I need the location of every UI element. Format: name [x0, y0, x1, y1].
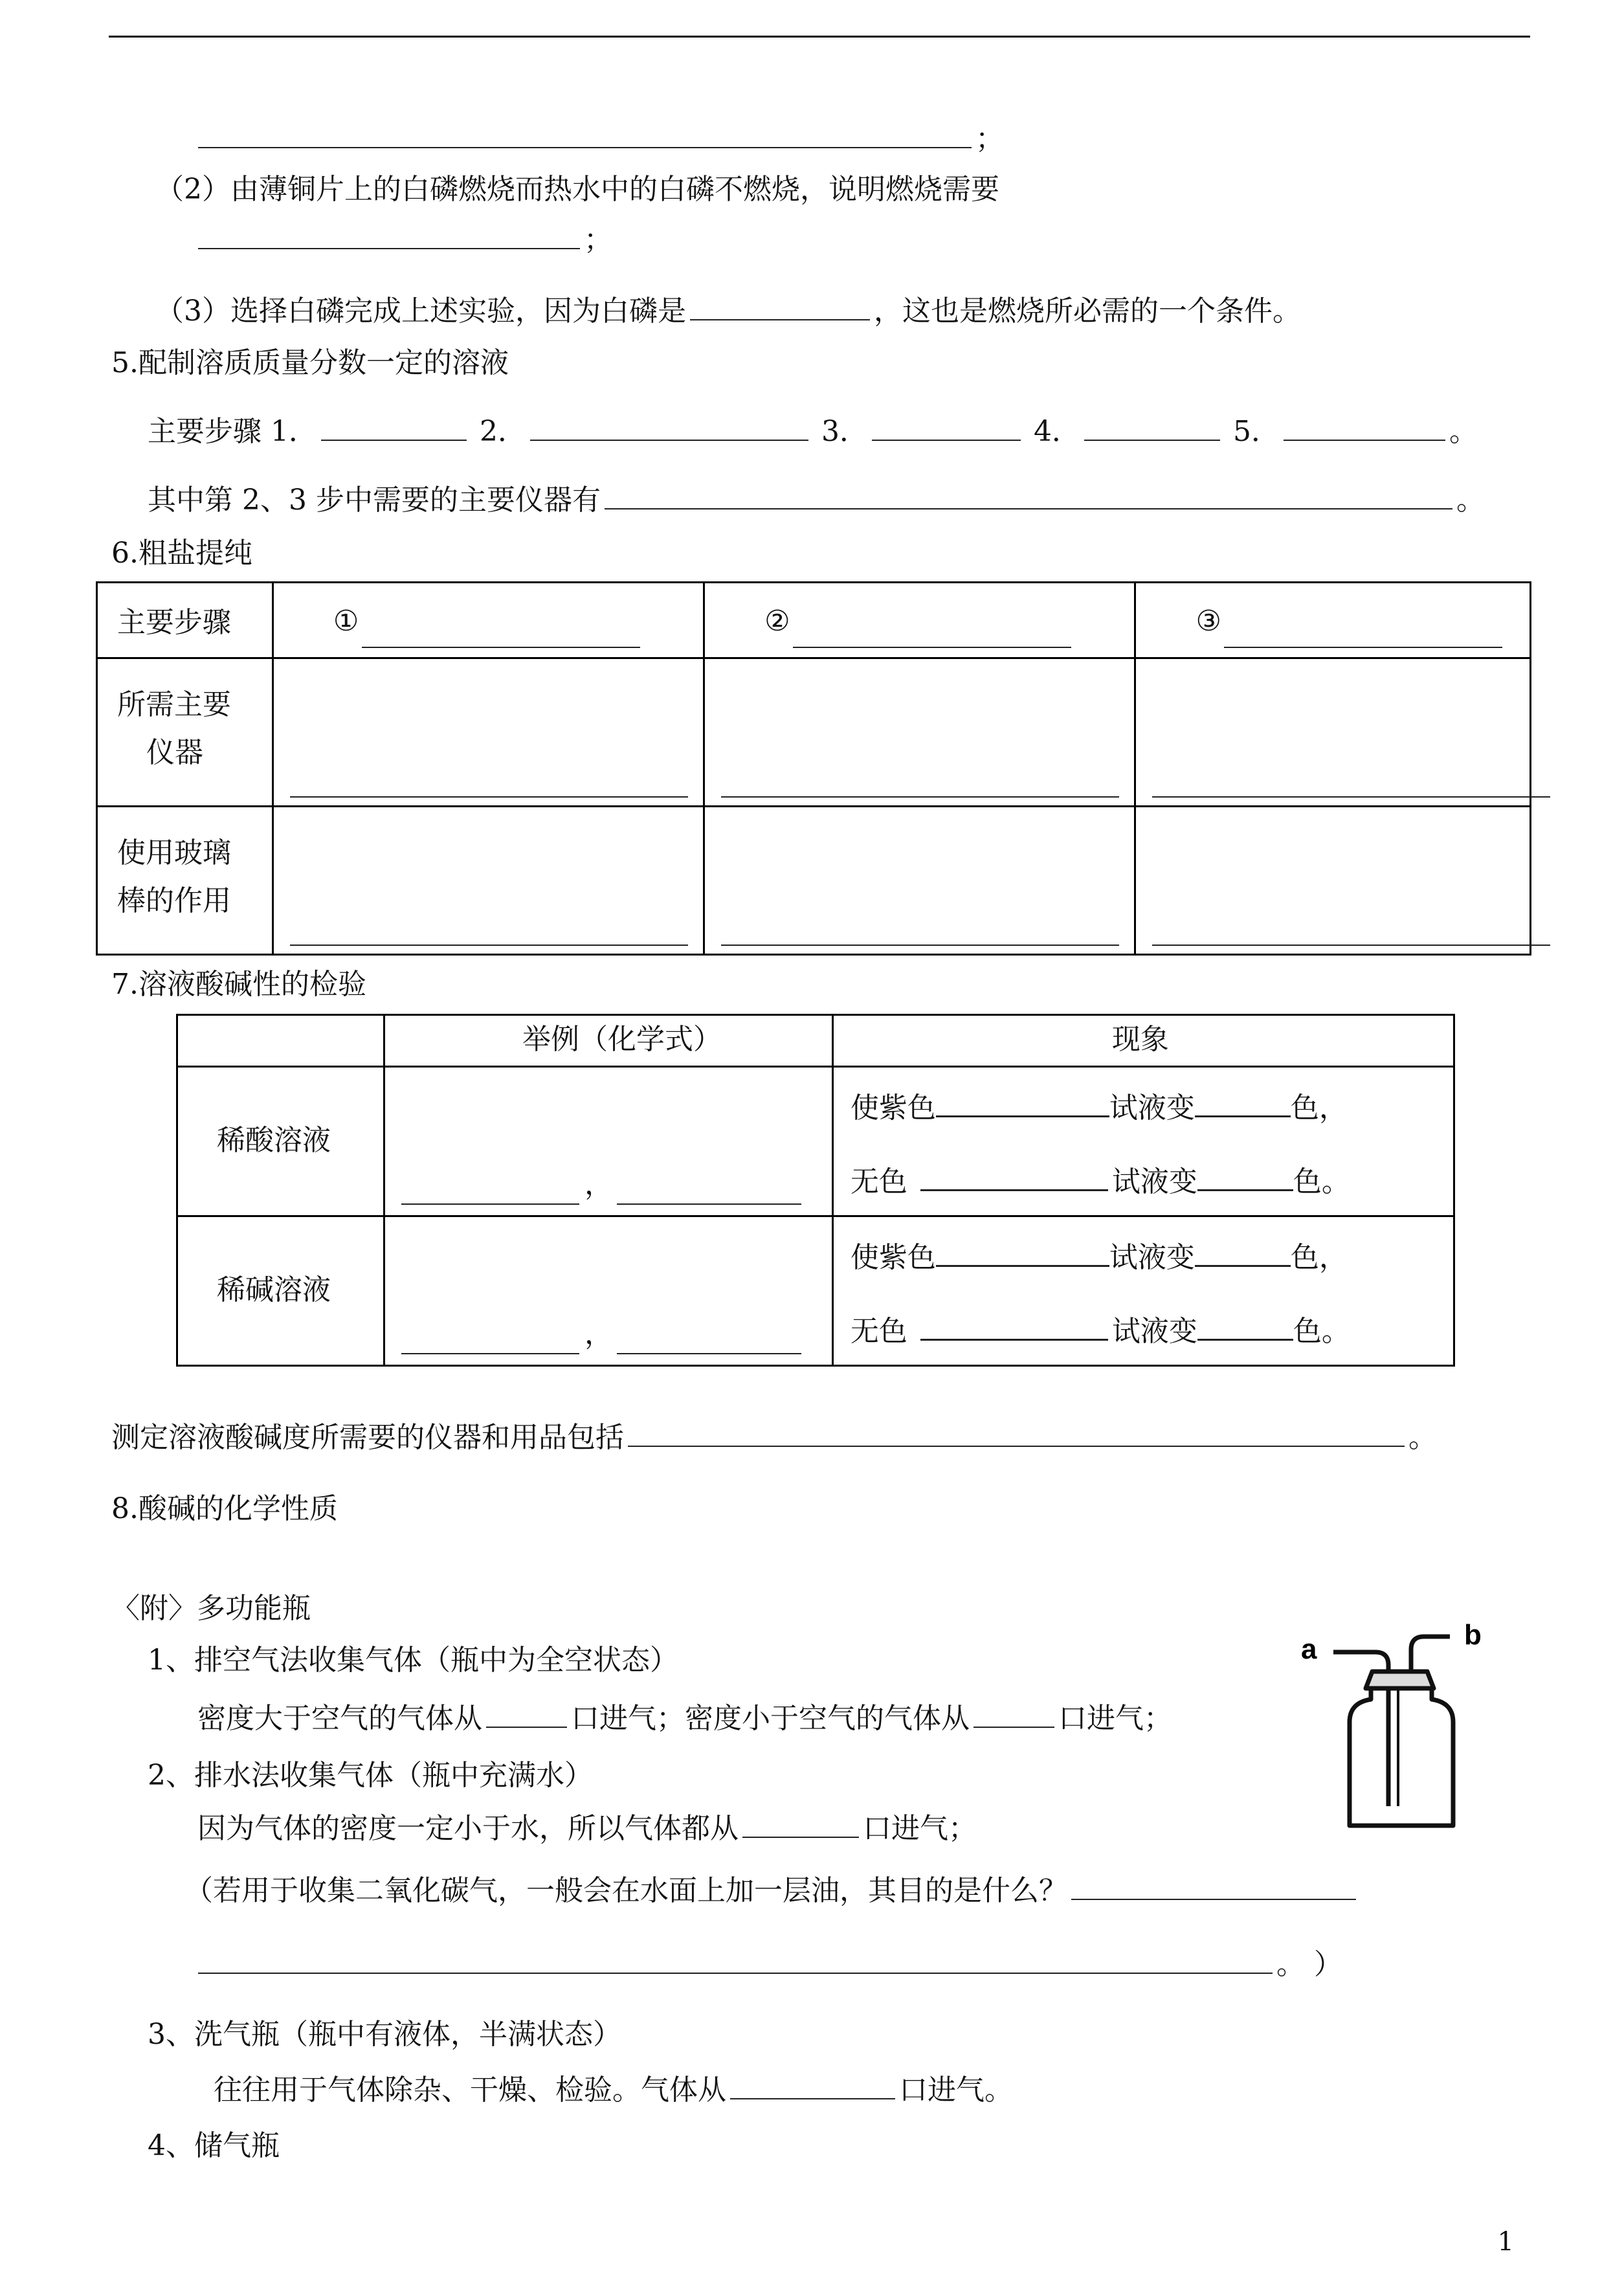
section-7-ph-instruments: 测定溶液酸碱度所需要的仪器和用品包括 。	[111, 1421, 1437, 1454]
table-acid-base-test	[176, 1014, 1455, 1367]
table6-row2-label-cell: 所需主要 仪器	[97, 658, 273, 807]
label-a: a	[1301, 1633, 1317, 1665]
table7-head-example: 举例（化学式）	[384, 1015, 833, 1067]
appendix-item-2-question: （若用于收集二氧化碳气，一般会在水面上加一层油，其目的是什么？	[184, 1875, 1360, 1908]
answer-line-2: ；	[194, 224, 612, 257]
table6-step3-cell: ③	[1135, 583, 1531, 658]
page-number: 1	[1497, 2227, 1514, 2257]
appendix-item-3-text: 往往用于气体除杂、干燥、检验。气体从 口进气。	[214, 2074, 1013, 2107]
appendix-title: 〈附〉多功能瓶	[111, 1592, 311, 1625]
table7-base-label: 稀碱溶液	[177, 1216, 384, 1366]
table7-acid-examples: ，	[384, 1067, 833, 1216]
section-7-title: 7.溶液酸碱性的检验	[111, 968, 366, 1001]
table7-base-phenomenon: 使紫色 试液变 色， 无色 试液变 色。	[832, 1216, 1454, 1366]
appendix-item-1: 1、排空气法收集气体（瓶中为全空状态）	[148, 1644, 678, 1677]
semicolon: ；	[975, 122, 1004, 155]
section-5-instruments: 其中第 2、3 步中需要的主要仪器有 。	[148, 484, 1485, 517]
multi-function-bottle-figure	[1295, 1612, 1502, 1845]
label-b: b	[1464, 1619, 1482, 1651]
table7-base-examples: ，	[384, 1216, 833, 1366]
table7-head-phenomenon: 现象	[832, 1015, 1454, 1067]
answer-line-1	[194, 123, 1004, 156]
table6-row3-label-cell: 使用玻璃 棒的作用	[97, 807, 273, 955]
section-5-title: 5.配制溶质质量分数一定的溶液	[111, 346, 509, 379]
header-rule	[109, 36, 1530, 38]
table6-step2-cell: ②	[704, 583, 1135, 658]
appendix-item-2-text: 因为气体的密度一定小于水，所以气体都从 口进气；	[197, 1812, 977, 1845]
question-2: （2）由薄铜片上的白磷燃烧而热水中的白磷不燃烧，说明燃烧需要	[155, 173, 999, 206]
section-5-steps: 主要步骤 1． 2． 3． 4． 5． 。	[148, 415, 1478, 448]
table-salt-purification	[96, 581, 1531, 956]
appendix-item-1-text: 密度大于空气的气体从 口进气；密度小于空气的气体从 口进气；	[197, 1702, 1172, 1735]
table7-acid-label: 稀酸溶液	[177, 1067, 384, 1216]
section-8-title: 8.酸碱的化学性质	[111, 1492, 338, 1525]
table7-acid-phenomenon: 使紫色 试液变 色， 无色 试液变 色。	[832, 1067, 1454, 1216]
appendix-item-2-answer: 。 ）	[194, 1949, 1342, 1982]
appendix-item-3: 3、洗气瓶（瓶中有液体，半满状态）	[148, 2018, 621, 2051]
appendix-item-2: 2、排水法收集气体（瓶中充满水）	[148, 1759, 593, 1792]
appendix-item-4: 4、储气瓶	[148, 2129, 280, 2162]
table6-step1-cell: ①	[273, 583, 704, 658]
question-3: （3）选择白磷完成上述实验，因为白磷是 ，这也是燃烧所必需的一个条件。	[155, 295, 1301, 328]
section-6-title: 6.粗盐提纯	[111, 537, 252, 570]
table6-row1-label-cell: 主要步骤	[97, 583, 273, 658]
